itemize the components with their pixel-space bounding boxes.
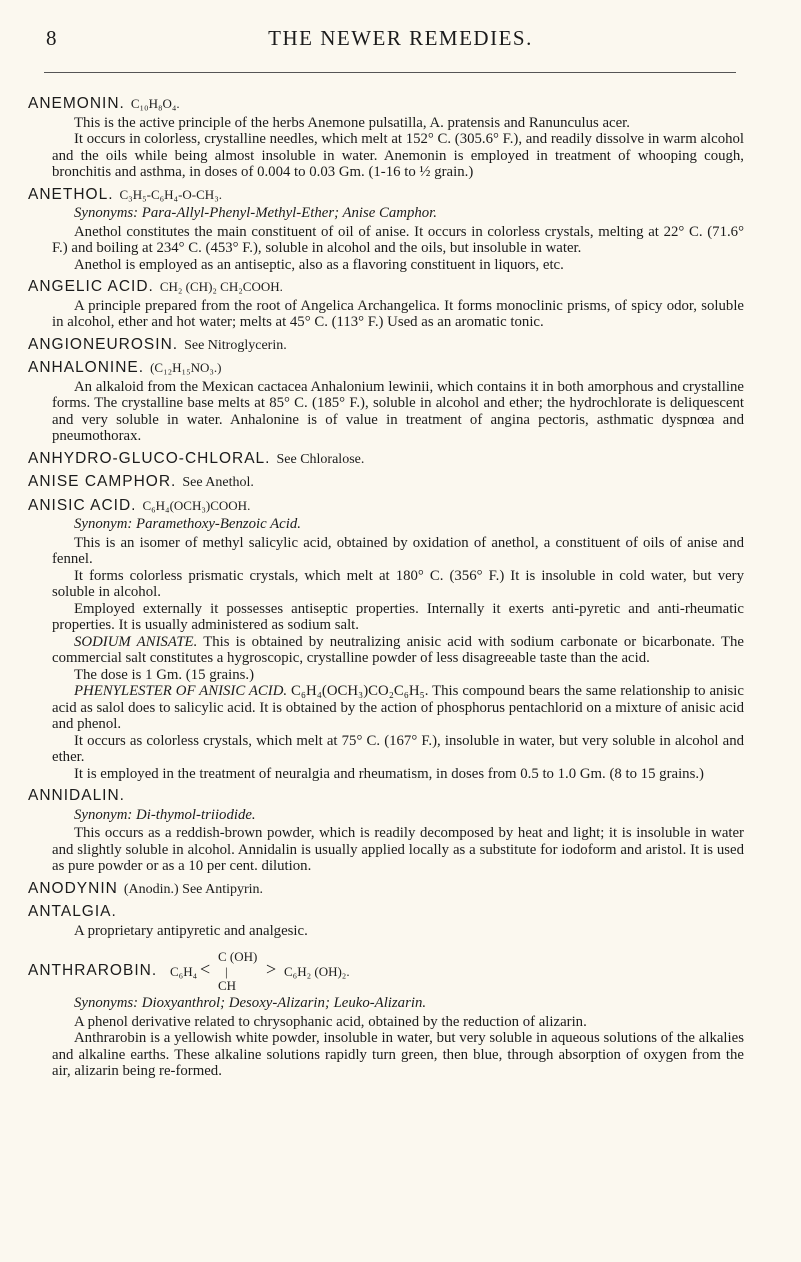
subheading: PHENYLESTER OF ANISIC ACID.: [74, 683, 288, 699]
entry-anhydro-gluco-chloral: [28, 449, 744, 469]
paragraph: This occurs as a reddish-brown powder, which is readily decomposed by heat and light; it is insoluble in water and slightly soluble in alcohol. Annidalin is usually applied locally as a substitute for iodoform and aristol. It is used as pure powder or as a 10 per cent. dilution.: [52, 825, 744, 874]
synonyms-line: Synonym: Paramethoxy-Benzoic Acid.: [74, 516, 301, 532]
paragraph: Employed externally it possesses antiseptic properties. Internally it exerts anti-pyretic and anti-rheumatic properties. It is usually administered as sodium salt.: [52, 600, 744, 633]
entry-annidalin: [28, 787, 744, 875]
entry-heading: [28, 337, 744, 355]
entry-name: ANGELIC ACID.: [28, 278, 154, 295]
paragraph: Anethol constitutes the main constituent of oil of anise. It occurs in colorless crystals, melting at 22° C. (71.6° F.) and boiling at 234° C. (453° F.), soluble in alcohol and the oils, but insoluble in water.: [52, 223, 744, 256]
entry-heading: [28, 451, 744, 469]
paragraph: Anethol is employed as an antiseptic, also as a flavoring constituent in liquors, etc.: [74, 256, 564, 273]
paragraph: Anthrarobin is a yellowish white powder, insoluble in water, but very soluble in aqueous solutions of the alkalies and alkaline earths. These alkaline solutions rapidly turn green, then blue, through absorption of oxygen from the air, alizarin being re-formed.: [52, 1030, 744, 1079]
entry-name: ANTALGIA.: [28, 903, 117, 920]
paragraph: An alkaloid from the Mexican cactacea Anhalonium lewinii, which contains it in both amorphous and crystalline forms. The crystalline base melts at 85° C. (185° F.), soluble in alcohol and ether; the hydrochlorate is deliquescent and very soluble in water. Anhalonine is of value in treatment of angina pectoris, asthmatic dyspnœa and pneumothorax.: [52, 378, 744, 444]
entry-anodynin: [28, 879, 744, 899]
paragraph: The dose is 1 Gm. (15 grains.): [74, 666, 254, 683]
chemical-formula: C₆H₄(OCH₃)COOH.: [142, 497, 251, 513]
page-number: 8: [46, 26, 57, 50]
entry-heading: [28, 904, 744, 921]
paragraph: This is an isomer of methyl salicylic acid, obtained by oxidation of anethol, a constituent of oils of anise and fennel.: [52, 534, 744, 567]
cross-reference: See Chloralose.: [276, 451, 365, 467]
paragraph: A principle prepared from the root of Angelica Archangelica. It forms monoclinic prisms, of spicy odor, soluble in alcohol, ether and hot water; melts at 45° C. (113° F.) Used as an aromatic tonic.: [52, 297, 744, 330]
synonyms-line: Synonyms: Dioxyanthrol; Desoxy-Alizarin; Leuko-Alizarin.: [74, 995, 427, 1011]
entry-name: ANETHOL.: [28, 185, 114, 203]
cross-reference: (Anodin.) See Antipyrin.: [123, 881, 264, 897]
entry-name: ANODYNIN: [28, 879, 118, 897]
paragraph: It occurs in colorless, crystalline needles, which melt at 152° C. (305.6° F.), and readily dissolve in warm alcohol and the oils while being almost insoluble in water. Anemonin is employed in treatment of whooping cough, bronchitis and asthma, in doses of 0.004 to 0.03 Gm. (1-16 to ½ grain.): [52, 131, 744, 180]
entry-heading: [28, 881, 744, 899]
paragraph: [52, 683, 744, 733]
structural-formula: [28, 949, 744, 993]
formula-top-group: C (OH): [218, 949, 258, 964]
paragraph: It forms colorless prismatic crystals, which melt at 180° C. (356° F.) It is insoluble in cold water, but very soluble in alcohol.: [52, 567, 744, 600]
paragraph: [52, 634, 744, 667]
entry-heading: [28, 498, 744, 515]
formula-bottom-group: CH: [218, 978, 237, 993]
entry-heading: [28, 360, 744, 377]
formula-right-group: C₆H₂ (OH)₂.: [284, 964, 350, 979]
right-bracket-glyph: >: [266, 959, 277, 979]
entry-heading: [28, 279, 744, 296]
entry-name: ANISE CAMPHOR.: [28, 473, 177, 490]
entry-name: ANEMONIN.: [28, 95, 125, 112]
entry-heading: [28, 187, 744, 204]
subheading: SODIUM ANISATE.: [74, 633, 198, 650]
chemical-formula: C₁₀H₈O₄.: [130, 96, 180, 111]
header-rule: [44, 72, 736, 73]
page-body: [28, 90, 744, 1080]
entry-heading: [28, 96, 744, 113]
entry-anise-camphor: [28, 473, 744, 492]
paragraph: A phenol derivative related to chrysophanic acid, obtained by the reduction of alizarin.: [74, 1013, 587, 1030]
entry-heading: [28, 788, 744, 805]
chemical-formula: C₃H₅-C₆H₄-O-CH₃.: [119, 186, 222, 202]
entry-name: ANGIONEUROSIN.: [28, 335, 179, 353]
entry-anhalonine: [28, 359, 744, 445]
formula-bond: |: [225, 964, 228, 979]
entry-anethol: [28, 185, 744, 274]
synonyms-line: Synonyms: Para-Allyl-Phenyl-Methyl-Ether; Anise Camphor.: [74, 205, 437, 221]
paragraph-text: C₆H₄(OCH₃)CO₂C₆H₅. This compound bears the same relationship to anisic acid as salol does to salicylic acid. It is obtained by the action of phosphorus pentachlorid on a mixture of anisic acid and phenol.: [52, 683, 744, 732]
entry-anisic-acid: [28, 496, 744, 783]
cross-reference: See Nitroglycerin.: [184, 337, 287, 353]
entry-name: ANISIC ACID.: [28, 496, 137, 514]
chemical-formula: CH₂ (CH)₂ CH₂COOH.: [159, 279, 283, 294]
formula-left-group: C₆H₄: [170, 964, 198, 979]
running-title: THE NEWER REMEDIES.: [268, 26, 533, 50]
paragraph: It is employed in the treatment of neuralgia and rheumatism, in doses from 0.5 to 1.0 Gm. (8 to 15 grains.): [74, 765, 704, 782]
left-bracket-glyph: <: [200, 959, 211, 979]
paragraph: It occurs as colorless crystals, which melt at 75° C. (167° F.), insoluble in water, but very soluble in alcohol and ether.: [52, 732, 744, 765]
entry-angioneurosin: [28, 335, 744, 355]
entry-anthrarobin: [28, 949, 744, 1080]
entry-name: ANHALONINE.: [28, 359, 145, 376]
chemical-formula: (C₁₂H₁₅NO₃.): [150, 360, 222, 375]
entry-angelic-acid: [28, 278, 744, 331]
synonyms-line: Synonym: Di-thymol-triiodide.: [74, 806, 256, 823]
entry-name: ANTHRAROBIN.: [28, 962, 158, 979]
entry-name: ANHYDRO-GLUCO-CHLORAL.: [28, 449, 271, 467]
cross-reference: See Anethol.: [182, 475, 254, 490]
entry-name: ANNIDALIN.: [28, 787, 125, 804]
paragraph: A proprietary antipyretic and analgesic.: [74, 922, 308, 939]
paragraph-text: This is obtained by neutralizing anisic acid with sodium carbonate or bicarbonate. The commercial salt constitutes a hygroscopic, crystalline powder of less disagreeable taste than the acid.: [52, 633, 744, 666]
entry-anemonin: [28, 95, 744, 181]
paragraph: This is the active principle of the herbs Anemone pulsatilla, A. pratensis and Ranunculus acer.: [74, 114, 630, 131]
entry-antalgia: [28, 903, 744, 939]
entry-heading: [28, 474, 744, 492]
